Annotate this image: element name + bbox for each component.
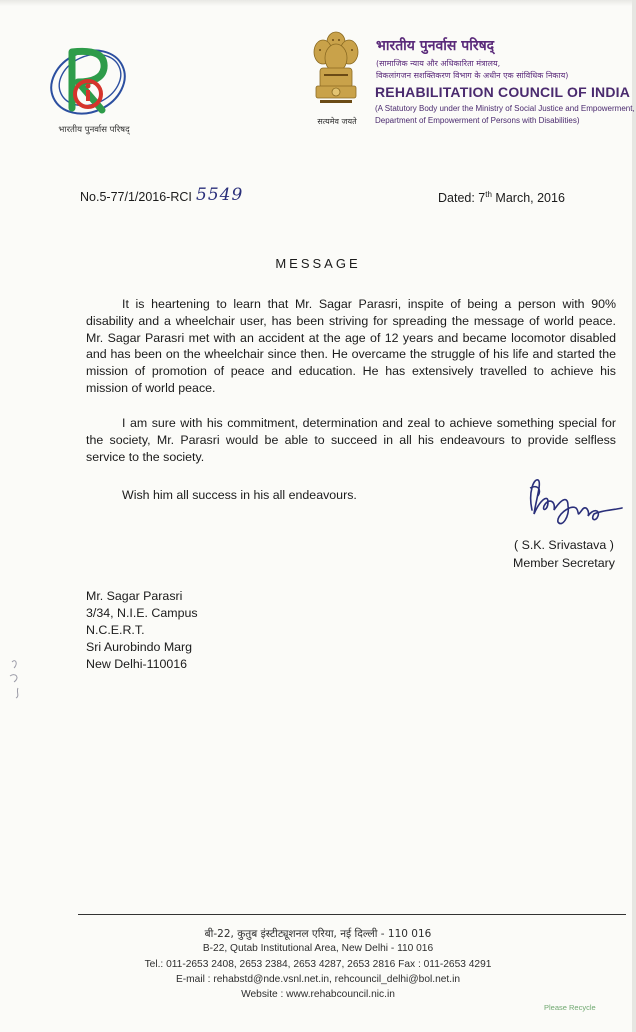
- org-subtitle-hindi: (सामाजिक न्याय और अधिकारिता मंत्रालय,: [376, 59, 501, 68]
- date-suffix: March, 2016: [491, 191, 565, 206]
- footer-address-hindi: बी-22, कुतुब इंस्टीट्यूशनल एरिया, नई दिल्ली - 110 016: [204, 928, 432, 940]
- org-name-english: REHABILITATION COUNCIL OF INDIA: [375, 84, 631, 100]
- handwritten-signature-icon: [518, 470, 628, 534]
- addressee-line: Mr. Sagar Parasri: [86, 589, 183, 603]
- footer-website: Website : www.rehabcouncil.nic.in: [241, 989, 395, 1000]
- org-subtitle-english: (A Statutory Body under the Ministry of Social Justice and Empowerment,: [375, 104, 635, 113]
- handwritten-dispatch-number: 5549: [196, 185, 244, 205]
- emblem-motto: सत्यमेव जयते: [317, 117, 357, 126]
- message-heading: MESSAGE: [275, 256, 361, 271]
- addressee-line: 3/34, N.I.E. Campus: [86, 606, 198, 620]
- footer-address: B-22, Qutab Institutional Area, New Delhi - 110 016: [202, 943, 434, 954]
- body-paragraph: I am sure with his commitment, determination and zeal to achieve something special for the society, Mr. Parasri would be able to succeed in all his endeavours to provide selfless service to the society.: [86, 416, 616, 464]
- margin-pencil-mark-icon: [6, 656, 34, 702]
- closing-wish: Wish him all success in his all endeavours.: [122, 488, 357, 502]
- org-subtitle-hindi: विकलांगजन सशक्तिकरण विभाग के अधीन एक सांविधिक निकाय): [376, 71, 569, 80]
- org-name-hindi: भारतीय पुनर्वास परिषद्: [376, 38, 495, 54]
- rci-logo-icon: [44, 38, 140, 124]
- footer-email: E-mail : rehabstd@nde.vsnl.net.in, rehcouncil_delhi@bol.net.in: [175, 974, 461, 985]
- footer-divider: [78, 914, 626, 915]
- reference-number: No.5-77/1/2016-RCI: [80, 190, 192, 204]
- addressee-line: Sri Aurobindo Marg: [86, 640, 193, 654]
- signatory-title: Member Secretary: [513, 556, 615, 570]
- org-subtitle-english: Department of Empowerment of Persons with Disabilities): [375, 116, 580, 125]
- ashoka-emblem-icon: [306, 28, 366, 114]
- letter-date: [438, 190, 565, 205]
- date-suffix-sup: th: [485, 190, 492, 199]
- footer-telephone: Tel.: 011-2653 2408, 2653 2384, 2653 4287, 2653 2816 Fax : 011-2653 4291: [144, 959, 492, 970]
- body-paragraph: It is heartening to learn that Mr. Sagar Parasri, inspite of being a person with 90% disability and a wheelchair user, has been striving for spreading the message of world peace. Mr. Sagar Parasri met with an accident at the age of 12 years and became locomotor disabled and has been on the wheelchair since then. He overcame the struggle of his life and started the mission of promotion of peace and education. He has extensively travelled to achieve his mission of world peace.: [86, 297, 616, 395]
- scan-edge: [0, 0, 636, 6]
- scan-edge: [632, 0, 636, 1032]
- signatory-name: ( S.K. Srivastava ): [514, 538, 614, 552]
- date-prefix: Dated: 7: [438, 191, 486, 206]
- addressee-line: New Delhi-110016: [86, 657, 188, 671]
- addressee-line: N.C.E.R.T.: [86, 623, 145, 637]
- logo-caption: भारतीय पुनर्वास परिषद्: [58, 125, 130, 135]
- recycle-note: Please Recycle: [544, 1003, 596, 1012]
